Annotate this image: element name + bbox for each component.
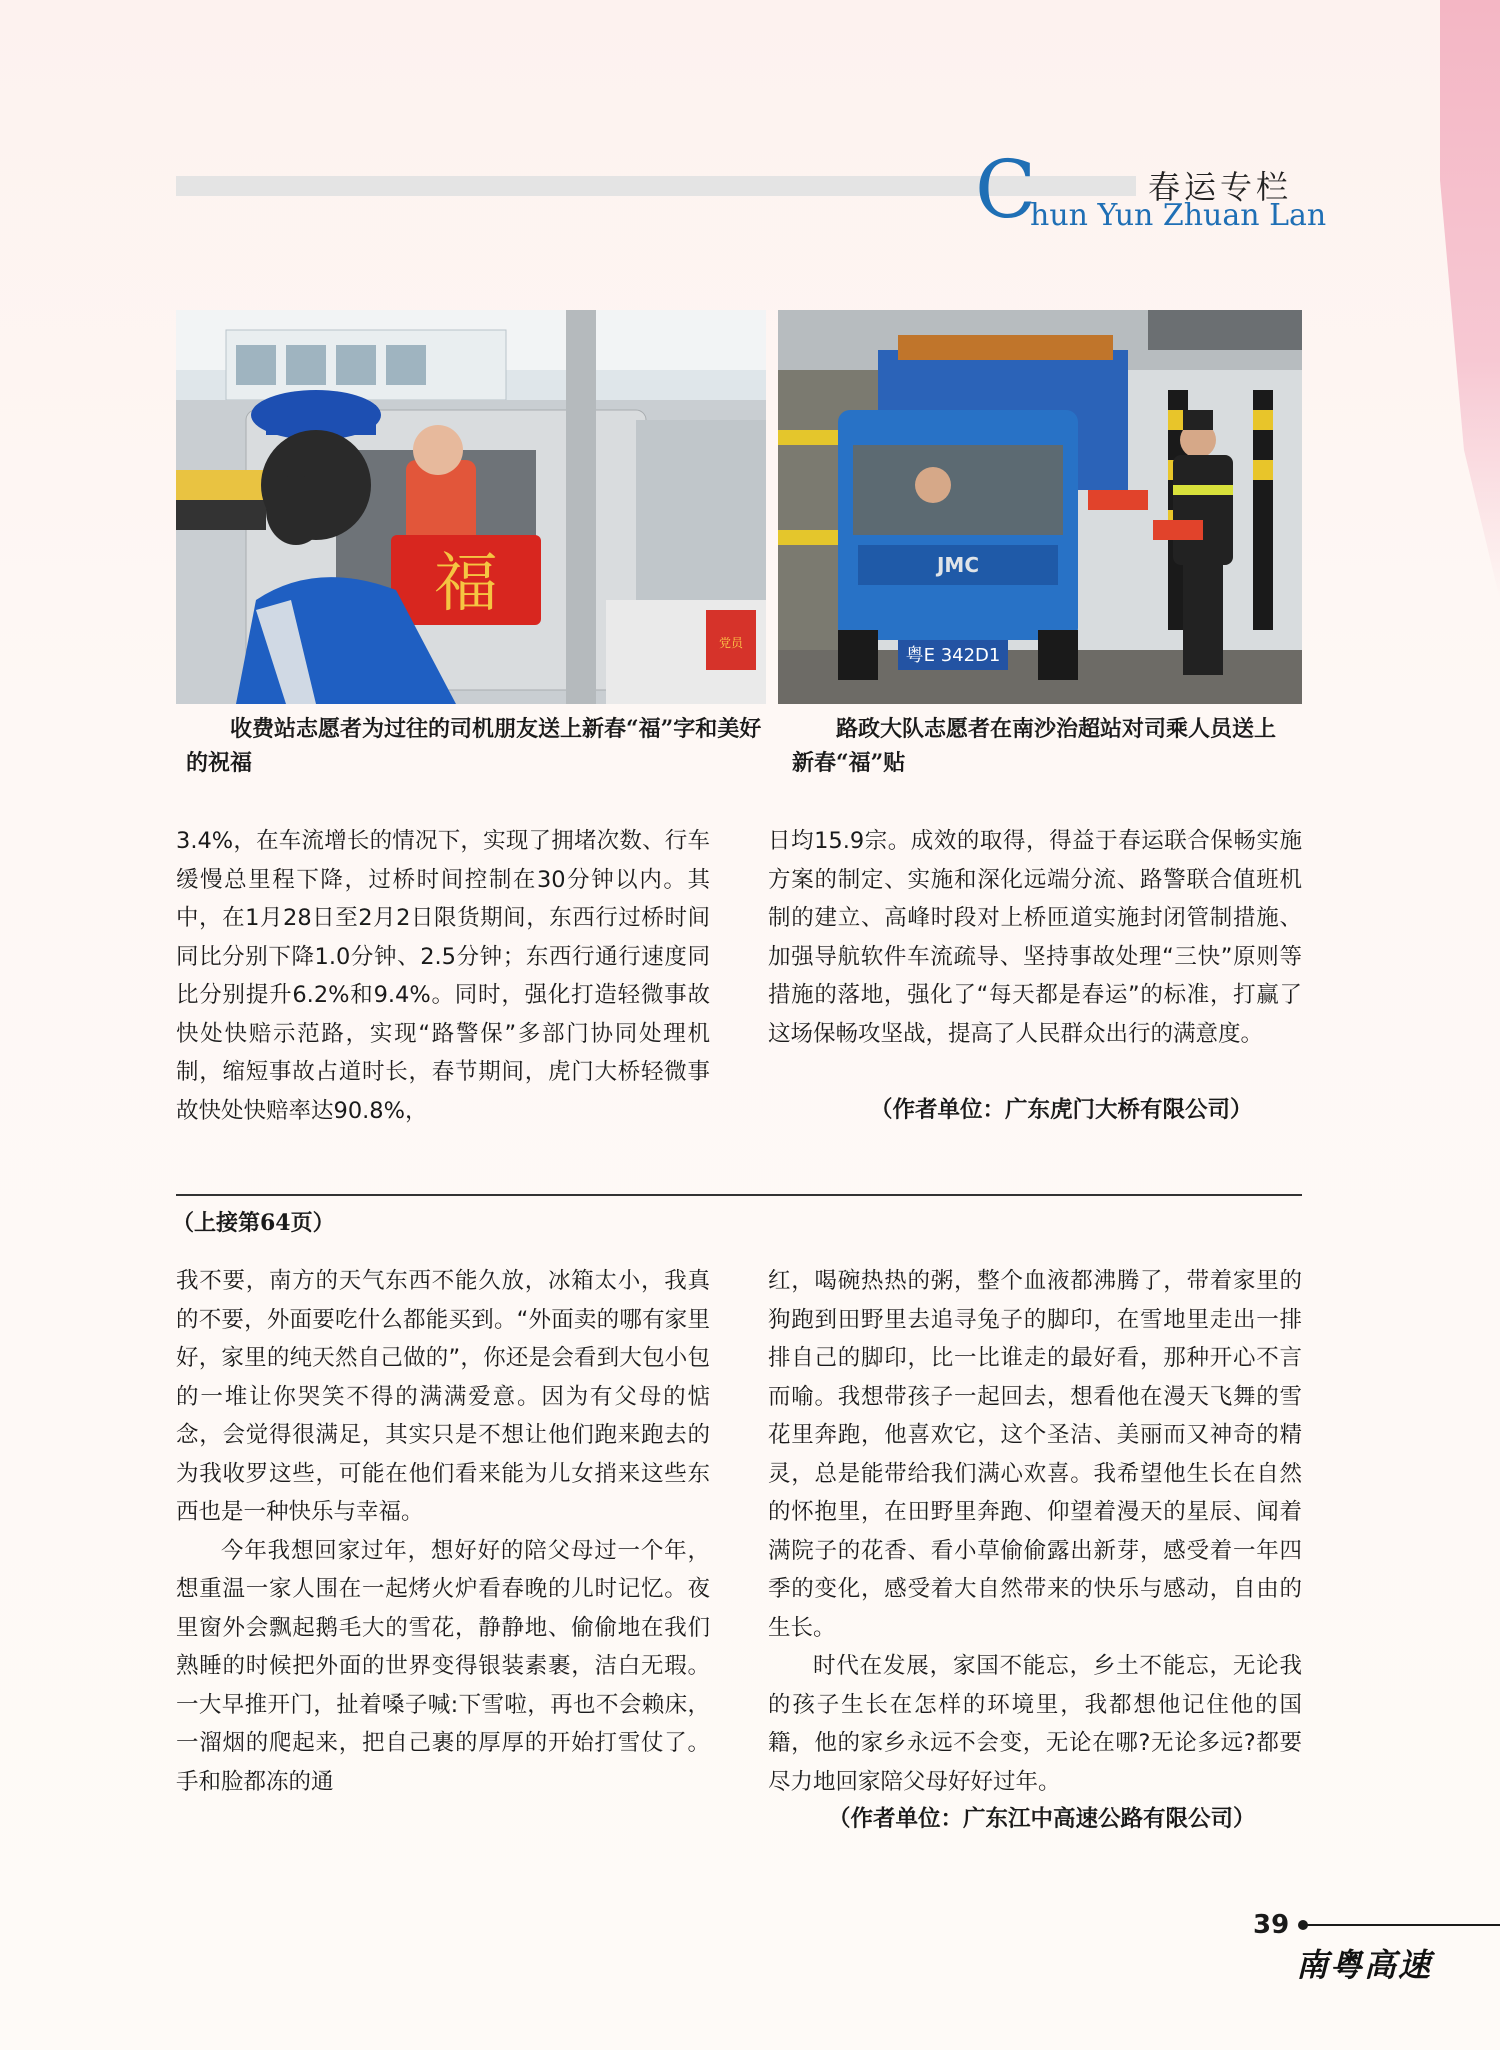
article-b-paragraph: 今年我想回家过年，想好好的陪父母过一个年，想重温一家人围在一起烤火炉看春晚的儿时记忆。夜里窗外会飘起鹅毛大的雪花，静静地、偷偷地在我们熟睡的时候把外面的世界变得银装素裹，洁白无瑕。一大早推开门，扯着嗓子喊:下雪啦，再也不会赖床，一溜烟的爬起来，把自己裹的厚厚的开始打雪仗了。手和脸都冻的通 xyxy=(176,1537,710,1795)
truck-brand: JMC xyxy=(936,553,980,577)
article-a-credit: （作者单位：广东虎门大桥有限公司） xyxy=(870,1097,1253,1123)
license-plate: 粤E 342D1 xyxy=(905,645,1001,666)
decorative-ribbon xyxy=(1440,0,1500,600)
section-initial-letter: C xyxy=(975,143,1037,236)
page-number-line xyxy=(1306,1924,1500,1926)
article-a-column-1: 3.4%，在车流增长的情况下，实现了拥堵次数、行车缓慢总里程下降，过桥时间控制在30分钟以内。其中，在1月28日至2月2日限货期间，东西行过桥时间同比分别下降1.0分钟、2.5分钟；东西行通行速度同比分别提升6.2%和9.4%。同时，强化打造轻微事故快处快赔示范路，实现“路警保”多部门协同处理机制，缩短事故占道时长，春节期间，虎门大桥轻微事故快处快赔率达90.8%， xyxy=(176,828,710,1124)
section-title-en: hun Yun Zhuan Lan xyxy=(1030,198,1327,233)
article-b-paragraph: 时代在发展，家国不能忘，乡土不能忘，无论我的孩子生长在怎样的环境里，我都想他记住他的国籍，他的家乡永远不会变，无论在哪?无论多远?都要尽力地回家陪父母好好过年。 xyxy=(768,1653,1302,1795)
caption-left: 收费站志愿者为过往的司机朋友送上新春“福”字和美好的祝福 xyxy=(186,716,762,776)
section-title-cn: 春运专栏 xyxy=(1148,168,1293,206)
photo-truck-checkpoint xyxy=(778,310,1302,704)
article-b-column-2 xyxy=(768,1262,1302,1801)
party-member-sign: 党员 xyxy=(718,636,744,650)
caption-right: 路政大队志愿者在南沙治超站对司乘人员送上新春“福”贴 xyxy=(792,716,1277,776)
article-b-credit: （作者单位：广东江中高速公路有限公司） xyxy=(828,1806,1256,1832)
page-number: 39 xyxy=(1253,1910,1290,1940)
magazine-logo: 南粤高速 xyxy=(1296,1946,1433,1984)
section-divider xyxy=(176,1194,1302,1196)
fu-character: 福 xyxy=(434,547,498,621)
article-a-column-2: 日均15.9宗。成效的取得，得益于春运联合保畅实施方案的制定、实施和深化远端分流、路警联合值班机制的建立、高峰时段对上桥匝道实施封闭管制措施、加强导航软件车流疏导、坚持事故处理“三快”原则等措施的落地，强化了“每天都是春运”的标准，打赢了这场保畅攻坚战，提高了人民群众出行的满意度。 xyxy=(768,828,1302,1047)
photo-toll-volunteer xyxy=(176,310,766,704)
continued-from-label: （上接第64页） xyxy=(172,1210,335,1236)
article-b-column-1 xyxy=(176,1262,710,1801)
article-b-paragraph: 红，喝碗热热的粥，整个血液都沸腾了，带着家里的狗跑到田野里去追寻兔子的脚印，在雪地里走出一排排自己的脚印，比一比谁走的最好看，那种开心不言而喻。我想带孩子一起回去，想看他在漫天飞舞的雪花里奔跑，他喜欢它，这个圣洁、美丽而又神奇的精灵，总是能带给我们满心欢喜。我希望他生长在自然的怀抱里，在田野里奔跑、仰望着漫天的星辰、闻着满院子的花香、看小草偷偷露出新芽，感受着一年四季的变化，感受着大自然带来的快乐与感动，自由的生长。 xyxy=(768,1268,1302,1641)
article-b-paragraph: 我不要，南方的天气东西不能久放，冰箱太小，我真的不要，外面要吃什么都能买到。“外面卖的哪有家里好，家里的纯天然自己做的”，你还是会看到大包小包的一堆让你哭笑不得的满满爱意。因为有父母的惦念，会觉得很满足，其实只是不想让他们跑来跑去的为我收罗这些，可能在他们看来能为儿女捎来这些东西也是一种快乐与幸福。 xyxy=(176,1268,710,1525)
